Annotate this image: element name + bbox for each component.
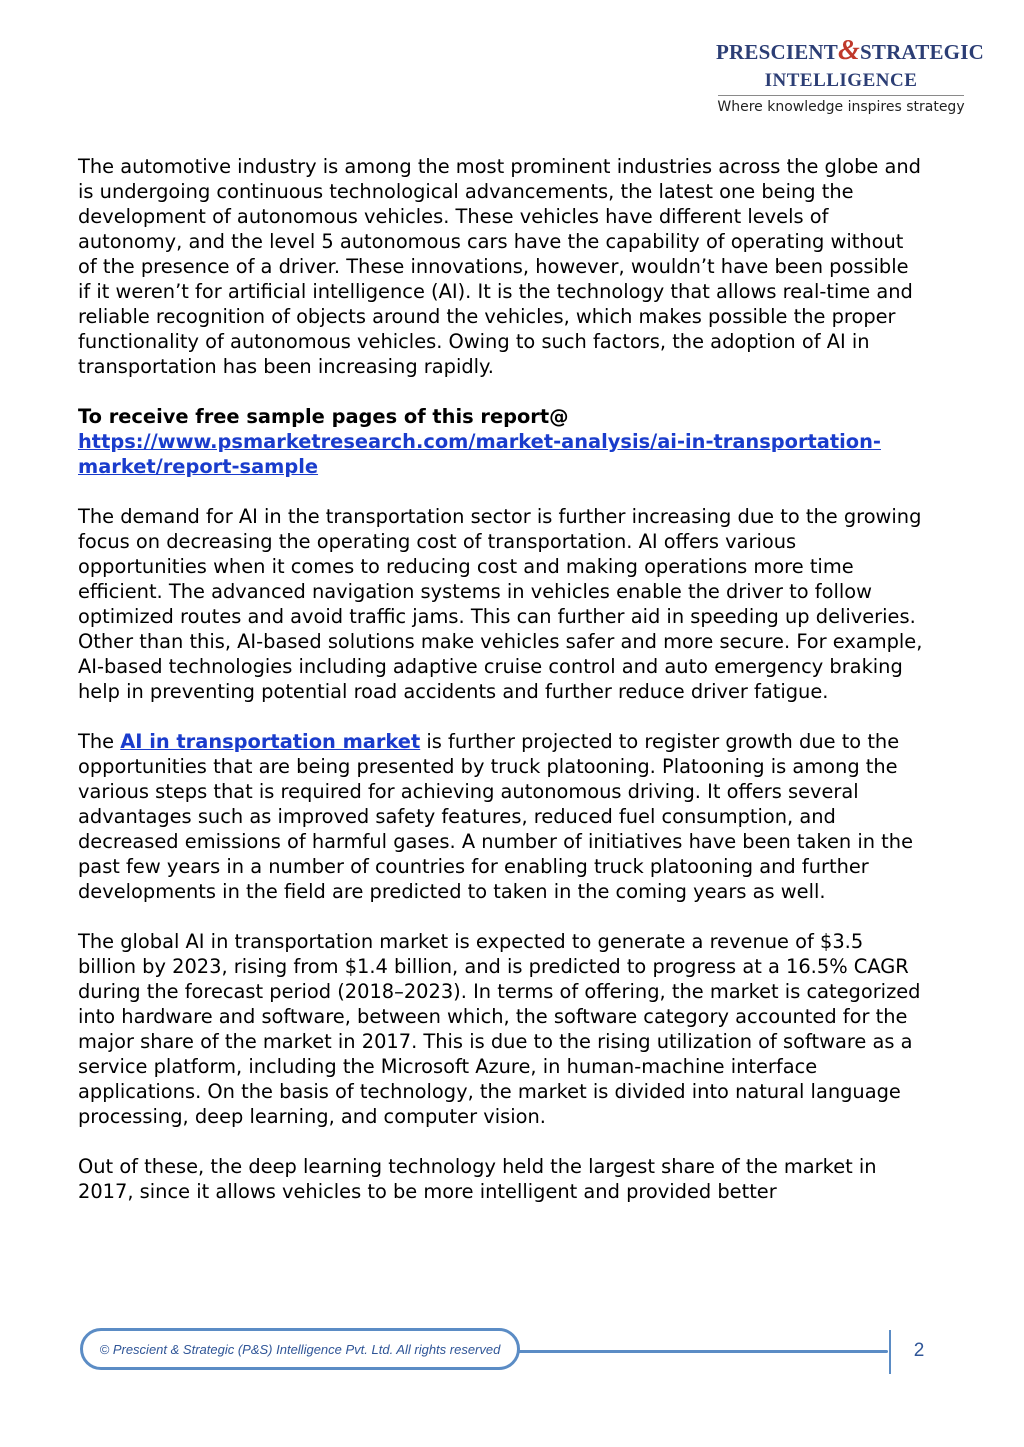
document-body — [78, 154, 926, 1229]
sample-report-link[interactable]: https://www.psmarketresearch.com/market-analysis/ai-in-transportation-market/report-sample — [78, 430, 881, 478]
logo-tagline: Where knowledge inspires strategy — [717, 99, 965, 115]
market-link[interactable]: AI in transportation market — [120, 730, 421, 753]
sample-callout — [78, 404, 926, 479]
footer-rule — [518, 1350, 888, 1353]
company-logo — [716, 35, 984, 120]
page-number: 2 — [913, 1340, 925, 1361]
paragraph-deep-learning: Out of these, the deep learning technology held the largest share of the market in 2017, since it allows vehicles to be more intelligent and provided better — [78, 1155, 877, 1203]
footer-divider — [889, 1330, 891, 1374]
paragraph-revenue: The global AI in transportation market is expected to generate a revenue of $3.5 billion by 2023, rising from $1.4 billion, and is predicted to progress at a 16.5% CAGR during the forecast period (2018–2023). In terms of offering, the market is categorized into hardware and software, between which, the software category accounted for the major share of the market in 2017. This is due to the rising utilization of software as a service platform, including the Microsoft Azure, in human-machine interface applications. On the basis of technology, the market is divided into natural language processing, deep learning, and computer vision. — [78, 930, 921, 1128]
logo-wordmark-bottom: INTELLIGENCE — [764, 70, 918, 91]
paragraph-platooning: The AI in transportation market is further projected to register growth due to the opportunities that are being presented by truck platooning. Platooning is among the various steps that is required for achieving autonomous driving. It offers several advantages such as improved safety features, reduced fuel consumption, and decreased emissions of harmful gases. A number of initiatives have been taken in the past few years in a number of countries for enabling truck platooning and further developments in the field are predicted to taken in the coming years as well. — [78, 730, 913, 903]
paragraph-intro: The automotive industry is among the most prominent industries across the globe and is undergoing continuous technological advancements, the latest one being the development of autonomous vehicles. These vehicles have different levels of autonomy, and the level 5 autonomous cars have the capability of operating without of the presence of a driver. These innovations, however, wouldn’t have been possible if it weren’t for artificial intelligence (AI). It is the technology that allows real-time and reliable recognition of objects around the vehicles, which makes possible the proper functionality of autonomous vehicles. Owing to such factors, the adoption of AI in transportation has been increasing rapidly. — [78, 155, 921, 378]
logo-divider — [718, 95, 964, 96]
footer-copyright-box — [80, 1328, 520, 1370]
sample-lead: To receive free sample pages of this report@ — [78, 405, 569, 428]
logo-wordmark-top: PRESCIENT&STRATEGIC — [716, 35, 984, 66]
paragraph-demand: The demand for AI in the transportation sector is further increasing due to the growing focus on decreasing the operating cost of transportation. AI offers various opportunities when it comes to reducing cost and making operations more time efficient. The advanced navigation systems in vehicles enable the driver to follow optimized routes and avoid traffic jams. This can further aid in speeding up deliveries. Other than this, AI-based solutions make vehicles safer and more secure. For example, AI-based technologies including adaptive cruise control and auto emergency braking help in preventing potential road accidents and further reduce driver fatigue. — [78, 505, 923, 703]
footer-copyright: © Prescient & Strategic (P&S) Intelligence Pvt. Ltd. All rights reserved — [99, 1341, 501, 1357]
logo-ampersand: & — [838, 35, 860, 66]
